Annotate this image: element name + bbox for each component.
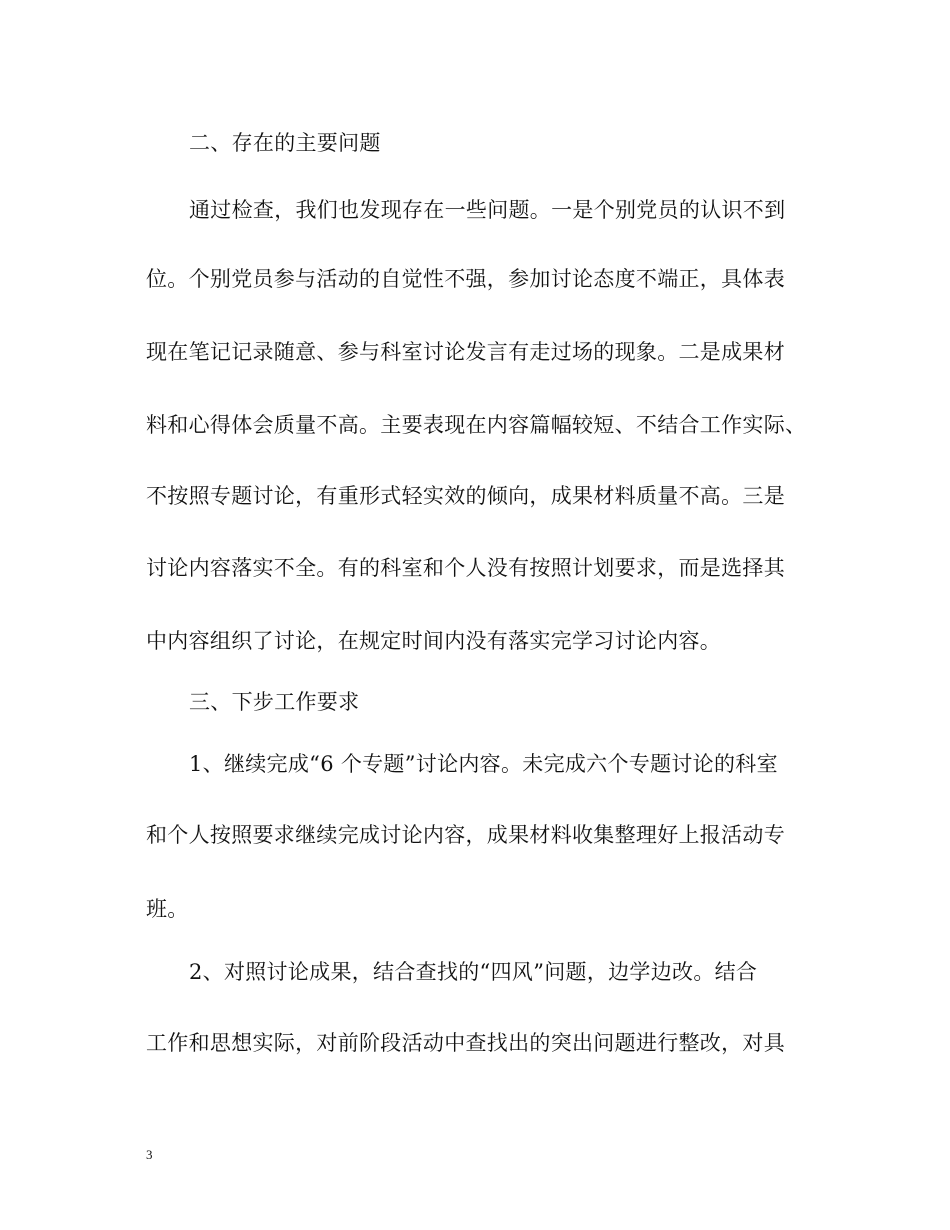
paragraph-line: 现在笔记记录随意、参与科室讨论发言有走过场的现象。二是成果材 — [146, 340, 785, 364]
paragraph-line: 讨论内容落实不全。有的科室和个人没有按照计划要求，而是选择其 — [146, 556, 785, 580]
paragraph-line: 中内容组织了讨论，在规定时间内没有落实完学习讨论内容。 — [146, 629, 722, 653]
paragraph-line: 料和心得体会质量不高。主要表现在内容篇幅较短、不结合工作实际、 — [146, 413, 807, 437]
paragraph-line: 位。个别党员参与活动的自觉性不强，参加讨论态度不端正，具体表 — [146, 267, 785, 291]
section-heading-problems: 二、存在的主要问题 — [189, 131, 381, 155]
page-number: 3 — [146, 1147, 153, 1162]
section-heading-next-steps: 三、下步工作要求 — [189, 690, 360, 714]
paragraph-line: 通过检查，我们也发现存在一些问题。一是个别党员的认识不到 — [189, 198, 786, 222]
paragraph-line: 1、继续完成“6 个专题”讨论内容。未完成六个专题讨论的科室 — [189, 752, 778, 776]
paragraph-line: 和个人按照要求继续完成讨论内容，成果材料收集整理好上报活动专 — [146, 823, 785, 847]
paragraph-line: 班。 — [146, 897, 189, 921]
paragraph-line: 工作和思想实际，对前阶段活动中查找出的突出问题进行整改，对具 — [146, 1031, 785, 1055]
paragraph-line: 不按照专题讨论，有重形式轻实效的倾向，成果材料质量不高。三是 — [146, 484, 785, 508]
paragraph-line: 2、对照讨论成果，结合查找的“四风”问题，边学边改。结合 — [189, 960, 758, 984]
